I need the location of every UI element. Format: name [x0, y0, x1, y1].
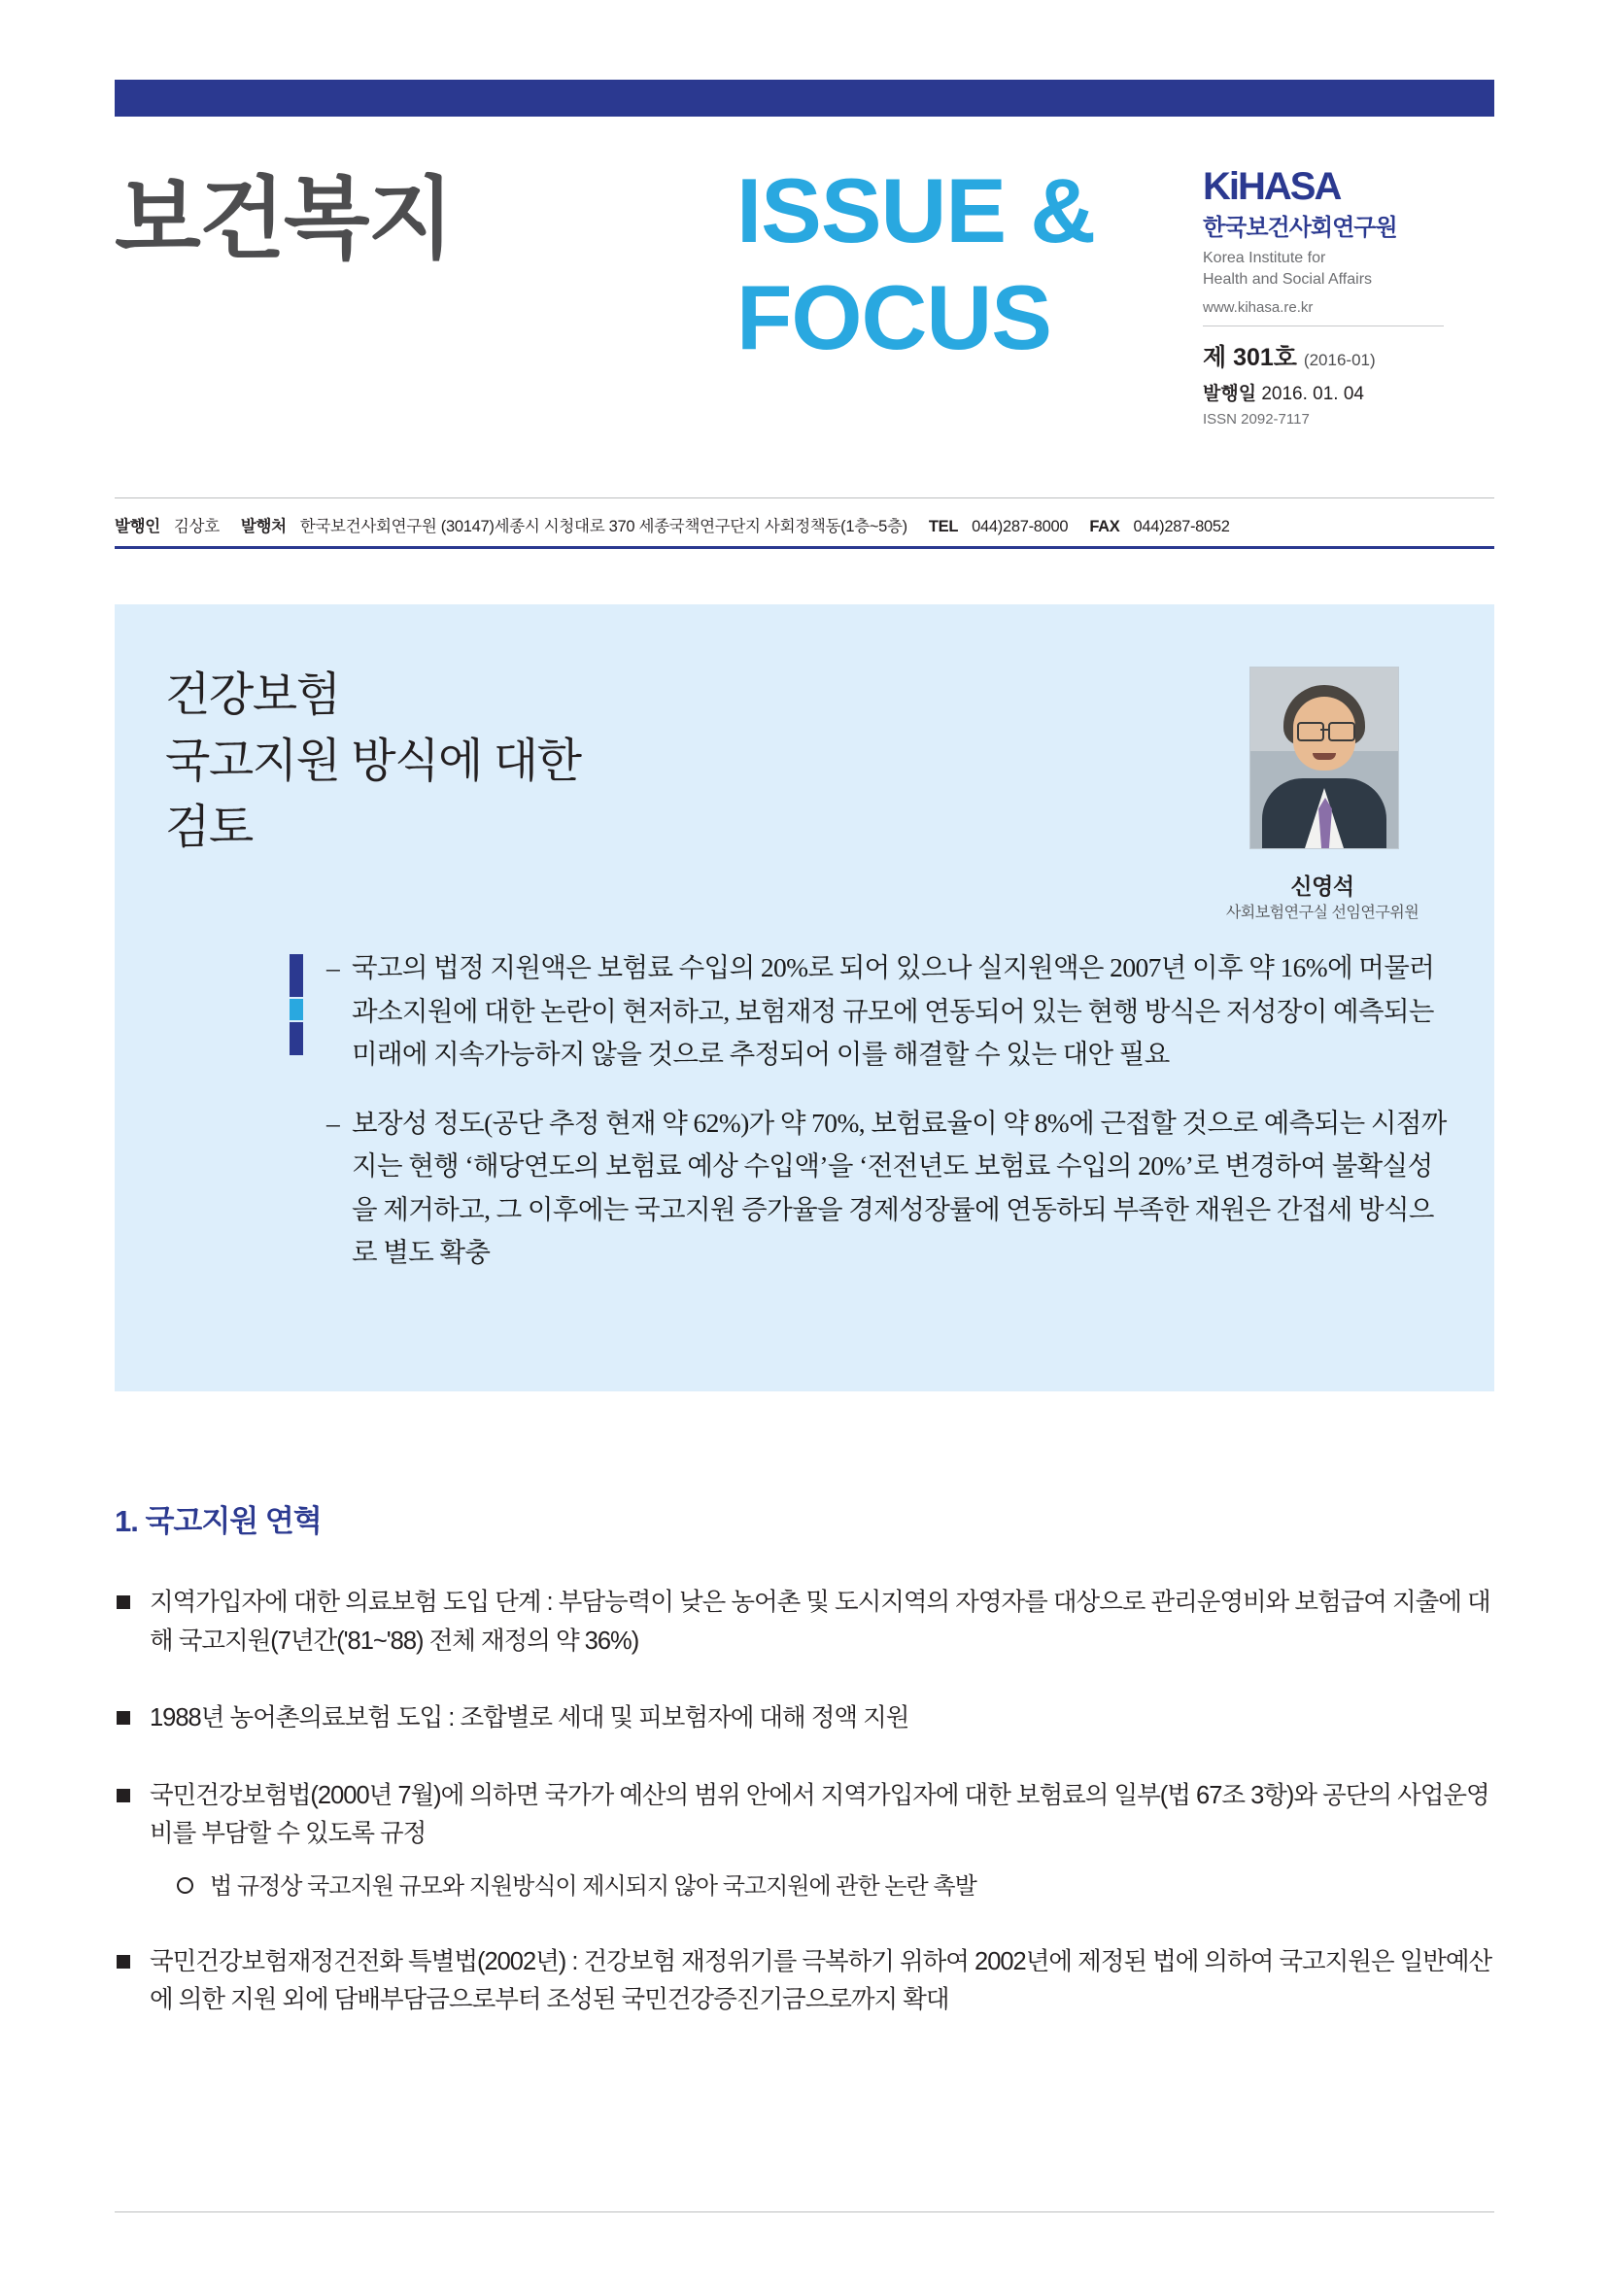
publisher-bottom-divider: [115, 546, 1494, 549]
square-bullet-icon: [117, 1711, 130, 1725]
masthead-title-korean: 보건복지: [115, 170, 453, 269]
section-heading: 1. 국고지원 연혁: [115, 1504, 322, 1538]
article-title-line3: 검토: [165, 802, 253, 854]
org-value: 한국보건사회연구원 (30147)세종시 시청대로 370 세종국책연구단지 사회정책동(1층~5층): [299, 518, 907, 535]
fax-value: 044)287-8052: [1133, 518, 1230, 535]
list-item-text: 국민건강보험법(2000년 7월)에 의하면 국가가 예산의 범위 안에서 지역가입자에 대한 보험료의 일부(법 67조 3항)와 공단의 사업운영비를 부담할 수 있도록 규정: [150, 1781, 1489, 1848]
author-name: 신영석: [1290, 874, 1354, 899]
sub-list-item-text: 법 규정상 국고지원 규모와 지원방식이 제시되지 않아 국고지원에 관한 논란 촉발: [210, 1872, 976, 1900]
kihasa-wordmark: KiHASA: [1203, 165, 1341, 208]
hero-summary-item: – 국고의 법정 지원액은 보험료 수입의 20%로 되어 있으나 실지원액은 2007년 이후 약 16%에 머물러 과소지원에 대한 논란이 현저하고, 보험재정 규모에 연동되어 있는 현행 방식은 저성장이 예측되는 미래에 지속가능하지 않을 것으로 추정되어 이를 해결할 수 있는 대안 필요: [326, 946, 1453, 1077]
kihasa-website-url[interactable]: www.kihasa.re.kr: [1203, 299, 1314, 317]
list-item-text: 지역가입자에 대한 의료보험 도입 단계 : 부담능력이 낮은 농어촌 및 도시지역의 자영자를 대상으로 관리운영비와 보험급여 지출에 대해 국고지원(7년간('81~'88) 전체 재정의 약 36%): [150, 1589, 1490, 1655]
square-bullet-icon: [117, 1595, 130, 1609]
tel-value: 044)287-8000: [972, 518, 1069, 535]
hero-summary-item: – 보장성 정도(공단 추정 현재 약 62%)가 약 70%, 보험료율이 약 8%에 근접할 것으로 예측되는 시점까지는 현행 ‘해당연도의 보험료 예상 수입액’을 ‘전전년도 보험료 수입의 20%’로 변경하여 불확실성을 제거하고, 그 이후에는 국고지원 증가율을 경제성장률에 연동하되 부족한 재원은 간접세 방식으로 별도 확충: [326, 1102, 1453, 1275]
hero-summary-list: [326, 946, 1453, 1300]
article-title-line1: 건강보험: [165, 669, 340, 721]
list-item-text: 국민건강보험재정건전화 특별법(2002년) : 건강보험 재정위기를 극복하기 위하여 2002년에 제정된 법에 의하여 국고지원은 일반예산에 의한 지원 외에 담배부담금으로부터 조성된 국민건강증진기금으로까지 확대: [150, 1947, 1492, 2014]
section-body-list: [115, 1584, 1494, 2059]
kihasa-name-english-line1: Korea Institute for: [1203, 250, 1326, 266]
list-item: [115, 1777, 1494, 1904]
list-item: [115, 1699, 1494, 1738]
list-item: [115, 1584, 1494, 1661]
tel-label: TEL: [928, 518, 959, 535]
top-navy-bar: [115, 80, 1494, 117]
hero-panel: [115, 604, 1494, 1391]
issue-year: (2016-01): [1303, 351, 1376, 370]
author-portrait-photo: [1249, 667, 1399, 849]
footer-divider: [115, 2211, 1494, 2212]
issue-number: 제 301호: [1203, 344, 1297, 372]
org-label: 발행처: [240, 518, 287, 535]
kihasa-logo-block: [1203, 167, 1494, 428]
publisher-info-line: [115, 513, 1494, 536]
publish-date-value: 2016. 01. 04: [1261, 384, 1364, 405]
masthead-title-issue: ISSUE &: [736, 159, 1096, 261]
circle-bullet-icon: [177, 1877, 193, 1894]
publisher-top-divider: [115, 497, 1494, 498]
kihasa-name-english-line2: Health and Social Affairs: [1203, 270, 1373, 288]
kihasa-name-korean: 한국보건사회연구원: [1203, 215, 1397, 241]
square-bullet-icon: [117, 1955, 130, 1969]
publisher-label: 발행인: [115, 518, 160, 535]
masthead-title-focus: FOCUS: [736, 266, 1051, 368]
fax-label: FAX: [1089, 518, 1120, 535]
hero-accent-marks: [290, 954, 303, 1055]
publish-date-label: 발행일: [1203, 384, 1257, 405]
sub-list-item: [177, 1869, 1494, 1904]
publisher-name: 김상호: [173, 518, 220, 535]
list-item: [115, 1943, 1494, 2020]
list-item-text: 1988년 농어촌의료보험 도입 : 조합별로 세대 및 피보험자에 대해 정액 지원: [150, 1704, 909, 1732]
square-bullet-icon: [117, 1789, 130, 1802]
author-role: 사회보험연구실 선임연구위원: [1225, 905, 1419, 921]
issn-value: ISSN 2092-7117: [1203, 411, 1310, 428]
article-title-line2: 국고지원 방식에 대한: [165, 736, 581, 788]
masthead: [115, 146, 1494, 476]
article-title: [165, 663, 581, 861]
